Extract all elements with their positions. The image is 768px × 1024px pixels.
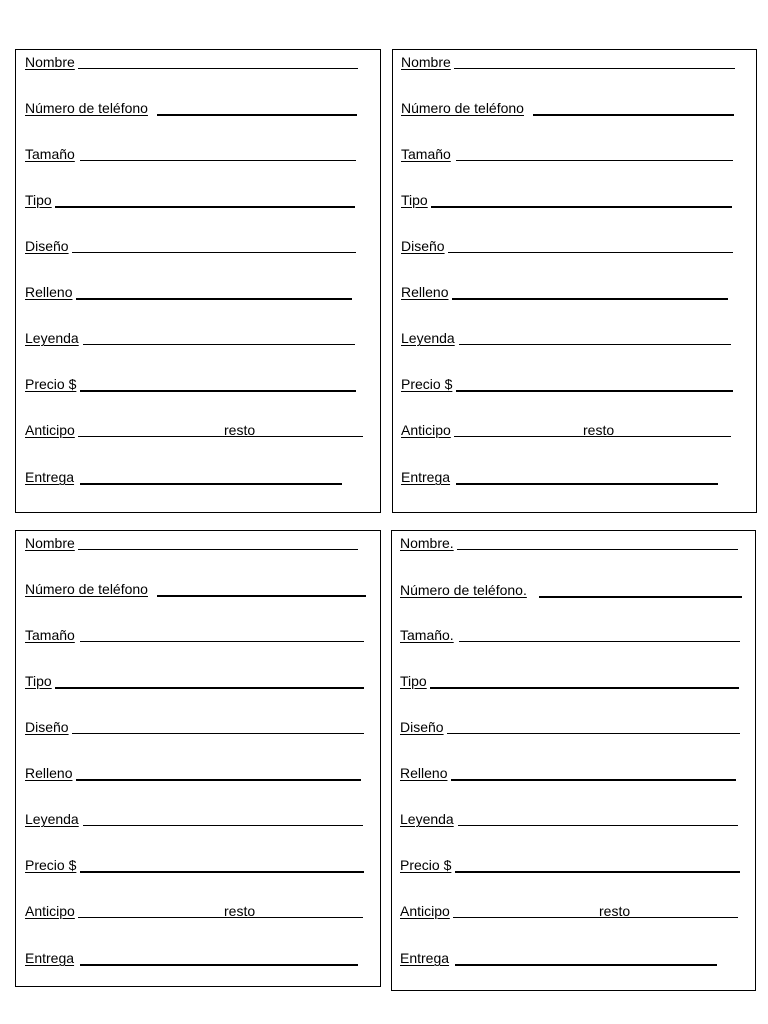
field-leyenda-line[interactable] <box>83 344 355 345</box>
field-telefono-line[interactable] <box>157 595 366 597</box>
field-telefono-line[interactable] <box>157 114 357 116</box>
field-tamano-label: Tamaño <box>401 146 451 162</box>
field-nombre-label: Nombre <box>25 54 75 70</box>
field-relleno-label: Relleno <box>25 765 73 781</box>
field-telefono-line[interactable] <box>539 596 742 598</box>
field-tipo-label: Tipo <box>25 673 52 689</box>
field-tipo-line[interactable] <box>55 687 364 689</box>
field-tipo-label: Tipo <box>400 673 427 689</box>
field-precio-label: Precio $ <box>400 857 452 873</box>
field-entrega-label: Entrega <box>25 469 75 485</box>
field-resto-label: resto <box>224 903 256 919</box>
field-relleno-line[interactable] <box>451 779 736 781</box>
field-anticipo-label: Anticipo <box>401 422 451 438</box>
field-precio-line[interactable] <box>455 871 740 873</box>
field-diseno-label: Diseño <box>25 238 69 254</box>
field-tamano-line[interactable] <box>80 160 356 161</box>
field-nombre-line[interactable] <box>78 549 358 550</box>
field-precio-line[interactable] <box>456 390 733 392</box>
field-entrega-label: Entrega <box>401 469 451 485</box>
field-relleno-line[interactable] <box>76 298 352 300</box>
field-nombre-label: Nombre <box>25 535 75 551</box>
field-relleno-label: Relleno <box>25 284 73 300</box>
field-leyenda-line[interactable] <box>458 825 738 826</box>
field-resto-label: resto <box>224 422 256 438</box>
field-tipo-line[interactable] <box>430 687 739 689</box>
field-nombre-label: Nombre <box>401 54 451 70</box>
field-nombre-line[interactable] <box>454 68 735 69</box>
field-relleno-label: Relleno <box>400 765 448 781</box>
order-form-1 <box>15 49 381 513</box>
field-anticipo-label: Anticipo <box>25 422 75 438</box>
field-relleno-line[interactable] <box>452 298 728 300</box>
field-tipo-label: Tipo <box>401 192 428 208</box>
field-entrega-line[interactable] <box>456 483 718 485</box>
field-anticipo-line[interactable] <box>78 436 363 437</box>
field-tipo-line[interactable] <box>55 206 355 208</box>
field-leyenda-label: Leyenda <box>25 811 79 827</box>
field-telefono-label: Número de teléfono. <box>400 582 527 598</box>
field-diseno-line[interactable] <box>447 733 740 734</box>
field-diseno-label: Diseño <box>400 719 444 735</box>
field-entrega-line[interactable] <box>80 483 342 485</box>
field-leyenda-label: Leyenda <box>25 330 79 346</box>
field-precio-label: Precio $ <box>25 376 77 392</box>
field-diseno-line[interactable] <box>448 252 733 253</box>
order-form-2 <box>392 49 757 513</box>
field-relleno-line[interactable] <box>76 779 361 781</box>
field-telefono-label: Número de teléfono <box>25 581 148 597</box>
order-form-4 <box>391 530 756 991</box>
field-precio-label: Precio $ <box>401 376 453 392</box>
field-telefono-line[interactable] <box>533 114 734 116</box>
field-leyenda-label: Leyenda <box>400 811 454 827</box>
field-tipo-line[interactable] <box>431 206 732 208</box>
field-telefono-label: Número de teléfono <box>25 100 148 116</box>
field-anticipo-label: Anticipo <box>25 903 75 919</box>
field-tamano-line[interactable] <box>459 641 740 642</box>
field-entrega-line[interactable] <box>455 964 717 966</box>
field-precio-line[interactable] <box>80 871 364 873</box>
field-tipo-label: Tipo <box>25 192 52 208</box>
field-relleno-label: Relleno <box>401 284 449 300</box>
field-tamano-line[interactable] <box>456 160 733 161</box>
field-diseno-line[interactable] <box>72 733 364 734</box>
field-telefono-label: Número de teléfono <box>401 100 524 116</box>
field-precio-line[interactable] <box>80 390 356 392</box>
field-nombre-label: Nombre. <box>400 535 454 551</box>
field-anticipo-line[interactable] <box>78 917 363 918</box>
field-anticipo-label: Anticipo <box>400 903 450 919</box>
field-leyenda-line[interactable] <box>83 825 363 826</box>
field-entrega-label: Entrega <box>25 950 75 966</box>
field-nombre-line[interactable] <box>78 68 358 69</box>
field-diseno-label: Diseño <box>25 719 69 735</box>
field-tamano-label: Tamaño <box>25 146 75 162</box>
field-entrega-label: Entrega <box>400 950 450 966</box>
field-leyenda-label: Leyenda <box>401 330 455 346</box>
field-entrega-line[interactable] <box>80 964 358 966</box>
field-tamano-line[interactable] <box>80 641 364 642</box>
field-anticipo-line[interactable] <box>453 917 738 918</box>
field-resto-label: resto <box>599 903 631 919</box>
field-nombre-line[interactable] <box>457 549 738 550</box>
field-diseno-label: Diseño <box>401 238 445 254</box>
field-diseno-line[interactable] <box>72 252 356 253</box>
field-precio-label: Precio $ <box>25 857 77 873</box>
field-tamano-label: Tamaño. <box>400 627 454 643</box>
field-tamano-label: Tamaño <box>25 627 75 643</box>
field-resto-label: resto <box>583 422 615 438</box>
field-leyenda-line[interactable] <box>459 344 731 345</box>
